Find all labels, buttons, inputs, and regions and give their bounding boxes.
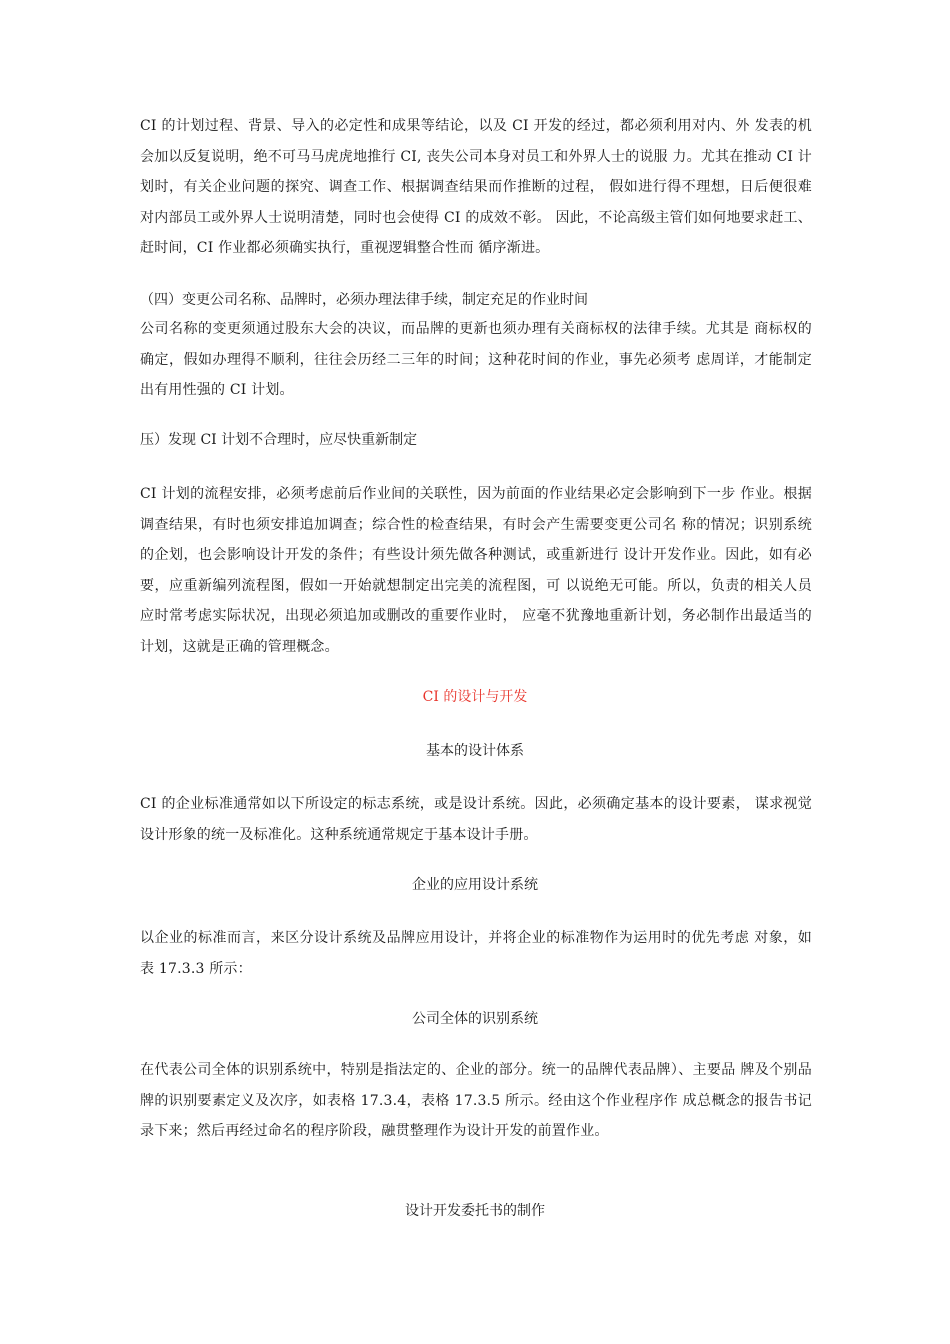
paragraph-flow-arrangement: CI 计划的流程安排，必须考虑前后作业间的关联性，因为前面的作业结果必定会影响到下一步 作业。根据调查结果，有时也须安排追加调查；综合性的检查结果，有时会产生需要变更公司名 称的情况；识别系统的企划，也会影响设计开发的条件；有些设计须先做各种测试，或重新进行 设计开发作业。因此，如有必要，应重新编列流程图，假如一开始就想制定出完美的流程图，可 以说绝无可能。所以，负责的相关人员应时常考虑实际状况，出现必须追加或删改的重要作业时， 应毫不犹豫地重新计划，务必制作出最适当的计划，这就是正确的管理概念。: [140, 486, 812, 655]
paragraph-ci-planning-explanation: CI 的计划过程、背景、导入的必定性和成果等结论，以及 CI 开发的经过，都必须利用对内、外 发表的机会加以反复说明，绝不可马马虎虎地推行 CI, 丧失公司本身对员工和外界人士的说服 力。尤其在推动 CI 计划时，有关企业问题的探究、调查工作、根据调查结果而作推断的过程， 假如进行得不理想，日后便很难对内部员工或外界人士说明清楚，同时也会使得 CI 的成效不彰。 因此，不论高级主管们如何地要求赶工、赶时间，CI 作业都必须确实执行，重视逻辑整合性而 循序渐进。: [140, 118, 812, 256]
heading-basic-design-system: 基本的设计体系: [426, 743, 524, 759]
paragraph-standard-priority: 以企业的标准而言，来区分设计系统及品牌应用设计，并将企业的标准物作为运用时的优先考虑 对象，如表 17.3.3 所示：: [140, 930, 812, 977]
section-title-change-company-name: （四）变更公司名称、品牌时，必须办理法律手续，制定充足的作业时间: [140, 292, 588, 308]
heading-company-identity-system: 公司全体的识别系统: [412, 1011, 538, 1027]
heading-design-commission-document: 设计开发委托书的制作: [405, 1203, 545, 1219]
section-title-revise-plan: 压）发现 CI 计划不合理时，应尽快重新制定: [140, 432, 418, 448]
heading-application-design-system: 企业的应用设计系统: [412, 877, 538, 893]
paragraph-identity-elements: 在代表公司全体的识别系统中，特别是指法定的、企业的部分。统一的品牌代表品牌）、主要品 牌及个别品牌的识别要素定义及次序，如表格 17.3.4，表格 17.3.5 所示。经由这个作业程序作 成总概念的报告书记录下来；然后再经过命名的程序阶段，融贯整理作为设计开发的前置作业。: [140, 1062, 812, 1139]
heading-ci-design-development: CI 的设计与开发: [422, 689, 528, 705]
paragraph-legal-procedures: 公司名称的变更须通过股东大会的决议，而品牌的更新也须办理有关商标权的法律手续。尤其是 商标权的确定，假如办理得不顺利，往往会历经二三年的时间；这种花时间的作业，事先必须考 虑周详，才能制定出有用性强的 CI 计划。: [140, 321, 812, 398]
paragraph-enterprise-standard: CI 的企业标准通常如以下所设定的标志系统，或是设计系统。因此，必须确定基本的设计要素， 谋求视觉设计形象的统一及标准化。这种系统通常规定于基本设计手册。: [140, 796, 812, 843]
